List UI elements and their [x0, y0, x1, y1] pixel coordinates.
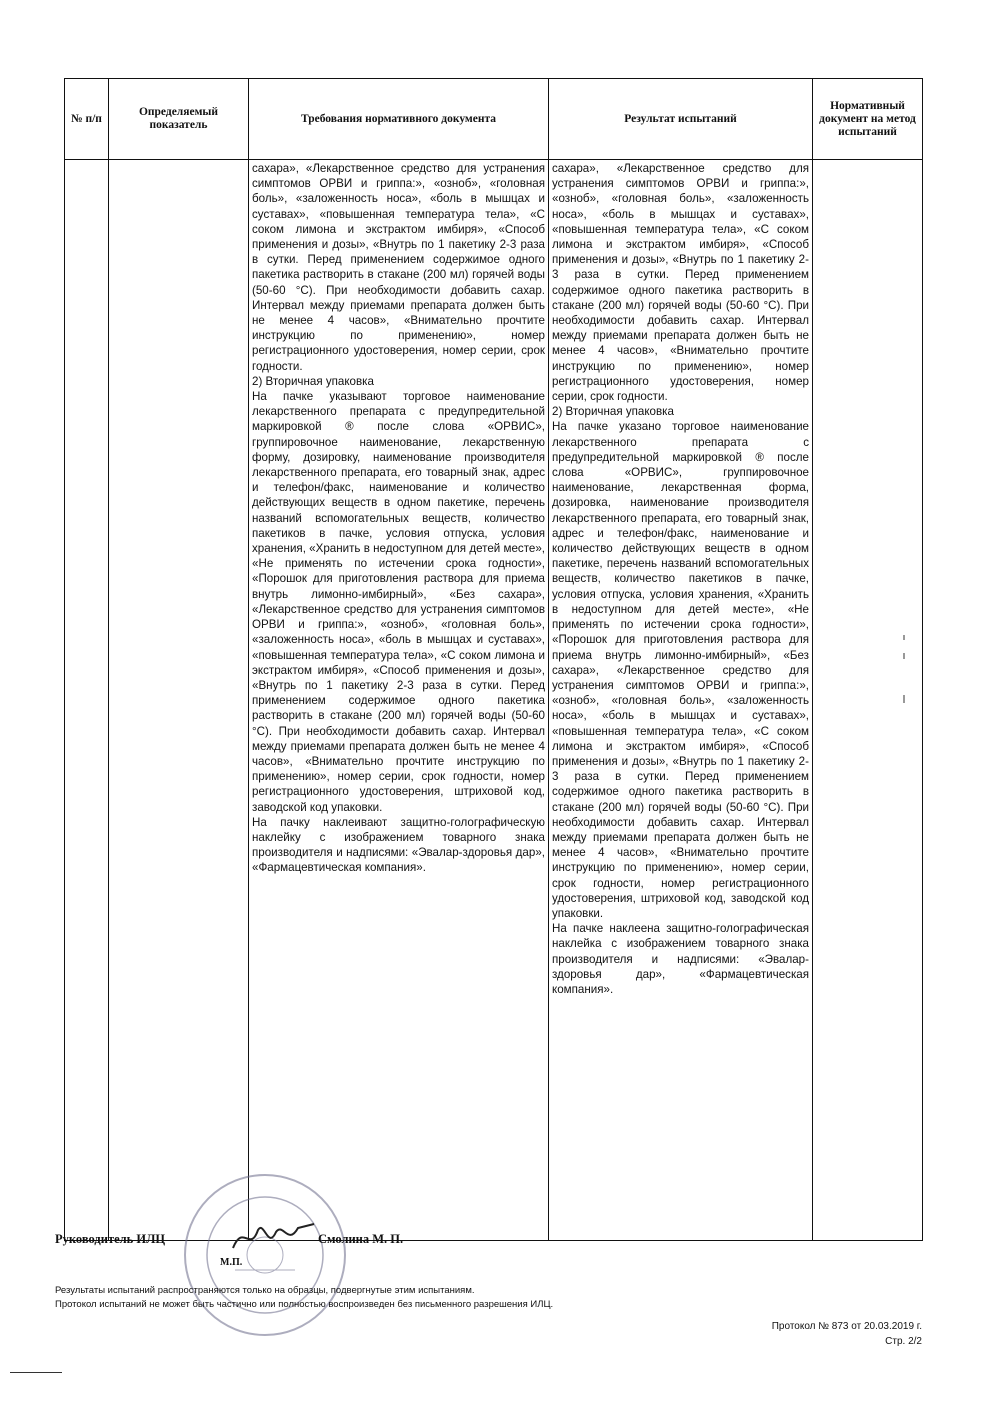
signature-label: Руководитель ИЛЦ: [55, 1232, 166, 1246]
table-header-row: [65, 79, 923, 160]
divider: [10, 1372, 62, 1373]
header-result: Результат испытаний: [549, 79, 813, 160]
result-paragraph: сахара», «Лекарственное средство для устранения симптомов ОРВИ и гриппа:», «озноб», «головная боль», «заложенность носа», «боль в мышцах и суставах», «повышенная температура тела», «С соком лимона и экстрактом имбиря», «Способ применения и дозы», «Внутрь по 1 пакетику 2-3 раза в сутки. Перед применением содержимое одного пакетика растворить в стакане (200 мл) горячей воды (50-60 °С). При необходимости добавить сахар. Интервал между приемами препарата должен быть не менее 4 часов», «Внимательно прочтите инструкцию по применению», номер регистрационного удостоверения, номер серии, срок годности.: [552, 162, 809, 404]
handwritten-signature: [228, 1218, 318, 1258]
cell-requirements: [249, 160, 549, 1241]
header-number: № п/п: [65, 79, 109, 160]
seal-place-label: М.П.: [220, 1257, 243, 1268]
protocol-reference: Протокол № 873 от 20.03.2019 г.: [771, 1321, 922, 1332]
header-indicator: Определяемый показатель: [109, 79, 249, 160]
cell-number: [65, 160, 109, 1241]
cell-method: [813, 160, 923, 1241]
requirements-paragraph: 2) Вторичная упаковка: [252, 374, 374, 388]
signatory-name: Смолина М. П.: [318, 1232, 404, 1246]
cell-result: [549, 160, 813, 1241]
disclaimer-line: Результаты испытаний распространяются только на образцы, подвергнутые этим испытаниям.: [55, 1285, 475, 1296]
result-paragraph: 2) Вторичная упаковка: [552, 405, 674, 419]
requirements-paragraph: сахара», «Лекарственное средство для устранения симптомов ОРВИ и гриппа:», «озноб», «головная боль», «заложенность носа», «боль в мышцах и суставах», «повышенная температура тела», «С соком лимона и экстрактом имбиря», «Способ применения и дозы», «Внутрь по 1 пакетику 2-3 раза в сутки. Перед применением содержимое одного пакетика растворить в стакане (200 мл) горячей воды (50-60 °С). При необходимости добавить сахар. Интервал между приемами препарата должен быть не менее 4 часов», «Внимательно прочтите инструкцию по применению», номер регистрационного удостоверения, номер серии, срок годности.: [252, 162, 545, 373]
scan-artifact: [902, 635, 906, 705]
cell-indicator: [109, 160, 249, 1241]
disclaimer-line: Протокол испытаний не может быть частично или полностью воспроизведен без письменного разрешения ИЛЦ.: [55, 1299, 554, 1310]
result-paragraph: На пачке указано торговое наименование лекарственного препарата с предупредительной маркировкой ® после слова «ОРВИС», группировочное наименование, лекарственная форма, дозировка, наименование производителя лекарственного препарата, его товарный знак, адрес и телефон/факс, наименование и количество действующих веществ в одном пакетике, перечень названий вспомогательных веществ, количество пакетиков в пачке, условия отпуска, условия хранения, «Хранить в недоступном для детей месте», «Не применять по истечении срока годности», «Порошок для приготовления раствора для приема внутрь лимонно-имбирный», «Без сахара», «Лекарственное средство для устранения симптомов ОРВИ и гриппа:», «озноб», «головная боль», «заложенность носа», «боль в мышцах и суставах», «повышенная температура тела», «С соком лимона и экстрактом имбиря», «Способ применения и дозы», «Внутрь по 1 пакетику 2-3 раза в сутки. Перед применением содержимое одного пакетика растворить в стакане (200 мл) горячей воды (50-60 °С). При необходимости добавить сахар. Интервал между приемами препарата должен быть не менее 4 часов», «Внимательно прочтите инструкцию по применению», номер серии, срок годности, номер регистрационного удостоверения, штриховой код, заводской код упаковки.: [552, 420, 809, 920]
page-number: Стр. 2/2: [885, 1336, 922, 1347]
header-method: Нормативный документ на метод испытаний: [813, 79, 923, 160]
table-row: [65, 160, 923, 1241]
requirements-paragraph: На пачку наклеивают защитно-голографическую наклейку с изображением товарного знака производителя и надписями: «Эвалар-здоровья дар», «Фармацевтическая компания».: [252, 815, 545, 875]
requirements-paragraph: На пачке указывают торговое наименование лекарственного препарата с предупредительной маркировкой ® после слова «ОРВИС», группировочное наименование, лекарственную форму, дозировку, наименование производителя лекарственного препарата, его товарный знак, адрес и телефон/факс, наименование и количество действующих веществ в одном пакетике, перечень названий вспомогательных веществ, количество пакетиков в пачке, условия отпуска, условия хранения, «Хранить в недоступном для детей месте», «Не применять по истечении срока годности», «Порошок для приготовления раствора для приема внутрь лимонно-имбирный», «Без сахара», «Лекарственное средство для устранения симптомов ОРВИ и гриппа:», «озноб», «головная боль», «заложенность носа», «боль в мышцах и суставах», «повышенная температура тела», «С соком лимона и экстрактом имбиря», «Способ применения и дозы», «Внутрь по 1 пакетику 2-3 раза в сутки. Перед применением содержимое одного пакетика растворить в стакане (200 мл) горячей воды (50-60 °С). При необходимости добавить сахар. Интервал между приемами препарата должен быть не менее 4 часов», «Внимательно прочтите инструкцию по применению», номер серии, срок годности, номер регистрационного удостоверения, штриховой код, заводской код упаковки.: [252, 390, 545, 814]
header-requirements: Требования нормативного документа: [249, 79, 549, 160]
result-paragraph: На пачке наклеена защитно-голографическая наклейка с изображением товарного знака производителя и надписями: «Эвалар-здоровья дар», «Фармацевтическая компания».: [552, 922, 809, 996]
test-results-table: [64, 78, 923, 1241]
